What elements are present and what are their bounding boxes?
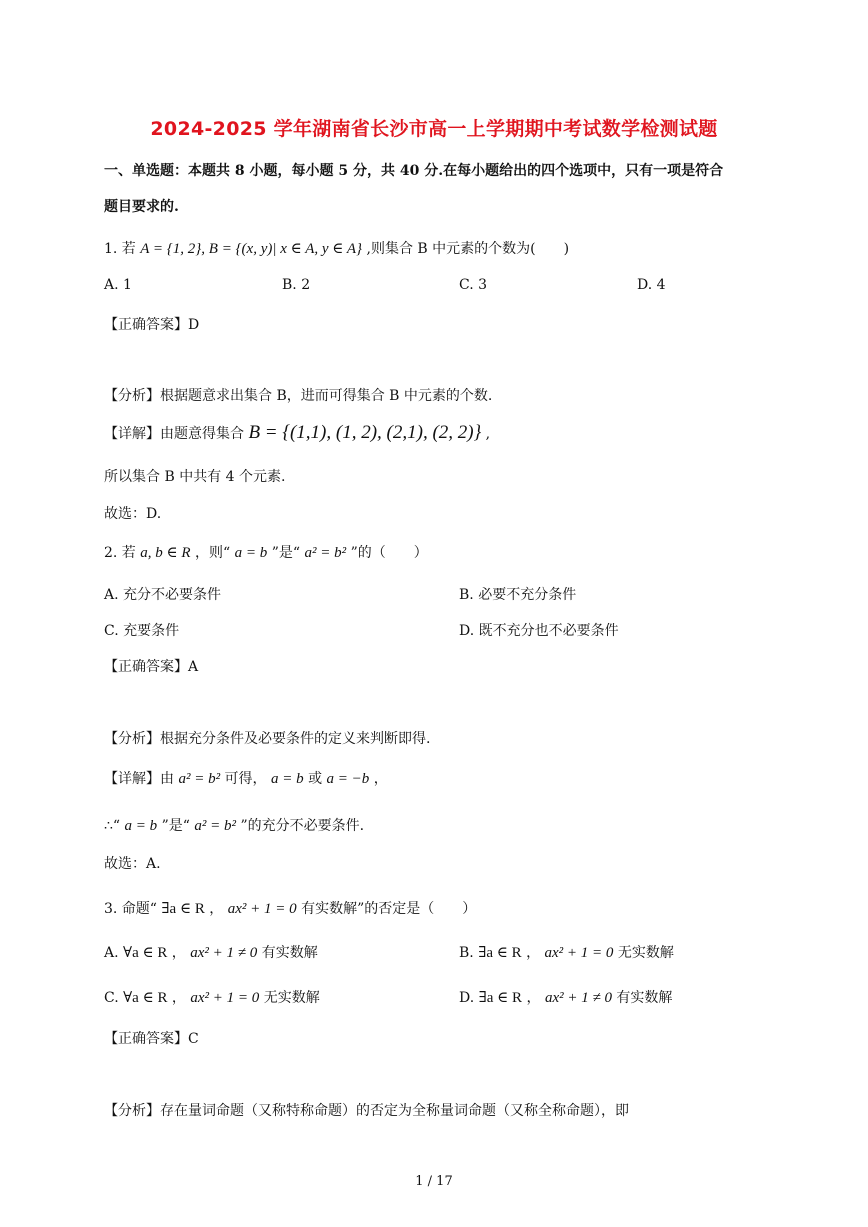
q1-option-b: B. 2 [282, 277, 311, 293]
q3-tail: 有实数解”的否定是（ ） [301, 901, 477, 917]
q3-option-a-text: 有实数解 [261, 945, 318, 961]
q3-option-d-text: 有实数解 [616, 990, 673, 1006]
q3-option-a-sep: ， [171, 945, 186, 961]
q3-math1: ∃a ∈ R [161, 901, 205, 917]
q2-therefore-lead: ∴“ [104, 818, 121, 834]
q2-option-a: A. 充分不必要条件 [104, 587, 222, 603]
q1-choose: 故选：D. [104, 506, 162, 522]
q3-option-a-math1: ∀a ∈ R [123, 945, 168, 961]
q2-detail-math1: a² = b² [178, 771, 221, 787]
q3-option-c-label: C. [104, 990, 119, 1006]
question-1-stem [104, 238, 569, 258]
q2-tail: ”的（ ） [350, 545, 428, 561]
q3-option-b-math2: ax² + 1 = 0 [544, 945, 614, 961]
q2-math2: a = b [234, 545, 268, 561]
question-3-stem [104, 898, 476, 918]
q2-math3: a² = b² [304, 545, 347, 561]
q3-option-c-math2: ax² + 1 = 0 [190, 990, 260, 1006]
q1-detail-line2: 所以集合 B 中共有 4 个元素. [104, 469, 286, 485]
q2-math1: a, b ∈ R [140, 545, 191, 561]
q3-option-c [104, 987, 320, 1007]
section-header-line2: 题目要求的. [104, 199, 179, 215]
q2-detail-math3: a = −b [326, 771, 370, 787]
q1-option-c: C. 3 [459, 277, 488, 293]
q2-detail-tail: ， [373, 771, 388, 787]
q3-option-d-math1: ∃a ∈ R [478, 990, 523, 1006]
document-title: 2024-2025 学年湖南省长沙市高一上学期期中考试数学检测试题 [150, 118, 718, 140]
q3-option-b-label: B. [459, 945, 474, 961]
q1-option-a: A. 1 [104, 277, 132, 293]
section-header-line1: 一、单选题：本题共 8 小题，每小题 5 分，共 40 分.在每小题给出的四个选项中，只有一项是符合 [104, 163, 724, 179]
q2-therefore-math2: a² = b² [194, 818, 237, 834]
q3-option-c-math1: ∀a ∈ R [123, 990, 168, 1006]
q1-detail [104, 422, 490, 444]
q3-option-d-label: D. [459, 990, 475, 1006]
q2-detail-or: 或 [308, 771, 323, 787]
q3-lead: 3. 命题“ [104, 901, 157, 917]
q2-analysis: 【分析】根据充分条件及必要条件的定义来判断即得. [104, 731, 431, 747]
q1-lead: 1. 若 [104, 241, 136, 257]
q1-answer: 【正确答案】D [104, 317, 200, 333]
q2-mid1: ，则“ [195, 545, 231, 561]
page-number: 1 / 17 [415, 1174, 453, 1189]
q2-choose: 故选：A. [104, 856, 161, 872]
q3-option-b-sep: ， [526, 945, 541, 961]
q2-answer: 【正确答案】A [104, 659, 199, 675]
q2-therefore-tail: ”的充分不必要条件. [240, 818, 365, 834]
q3-analysis: 【分析】存在量词命题（又称特称命题）的否定为全称量词命题（又称全称命题），即 [104, 1103, 629, 1119]
q3-option-a-math2: ax² + 1 ≠ 0 [190, 945, 258, 961]
question-2-stem [104, 542, 428, 562]
q1-detail-tail: , [485, 426, 491, 442]
q2-therefore [104, 815, 364, 835]
q3-option-b [459, 942, 674, 962]
q2-lead: 2. 若 [104, 545, 136, 561]
q2-option-c: C. 充要条件 [104, 623, 180, 639]
q1-tail: ,则集合 B 中元素的个数为( ) [366, 241, 570, 257]
q3-option-c-sep: ， [171, 990, 186, 1006]
q1-detail-lead: 【详解】由题意得集合 [104, 426, 244, 442]
q3-option-b-math1: ∃a ∈ R [478, 945, 522, 961]
q3-option-d-sep: ， [526, 990, 541, 1006]
q3-option-d [459, 987, 672, 1007]
q3-option-b-text: 无实数解 [617, 945, 674, 961]
q2-detail-mid: 可得， [224, 771, 267, 787]
q3-option-a-label: A. [104, 945, 119, 961]
q2-therefore-mid: ”是“ [161, 818, 190, 834]
q2-detail-math2: a = b [270, 771, 304, 787]
q1-analysis: 【分析】根据题意求出集合 B，进而可得集合 B 中元素的个数. [104, 388, 493, 404]
q3-math2: ax² + 1 = 0 [227, 901, 297, 917]
q3-answer: 【正确答案】C [104, 1031, 199, 1047]
q1-detail-math: B = {(1,1), (1, 2), (2,1), (2, 2)} [248, 422, 482, 443]
q2-option-b: B. 必要不充分条件 [459, 587, 577, 603]
q2-detail [104, 768, 388, 788]
q2-mid2: ”是“ [271, 545, 301, 561]
q2-option-d: D. 既不充分也不必要条件 [459, 623, 619, 639]
q2-therefore-math1: a = b [124, 818, 158, 834]
q1-option-d: D. 4 [637, 277, 666, 293]
q3-option-c-text: 无实数解 [263, 990, 320, 1006]
q1-math: A = {1, 2}, B = {(x, y)| x ∈ A, y ∈ A} [140, 241, 363, 257]
q3-option-d-math2: ax² + 1 ≠ 0 [544, 990, 612, 1006]
q3-option-a [104, 942, 318, 962]
q3-mid1: ， [209, 901, 224, 917]
q2-detail-lead: 【详解】由 [104, 771, 174, 787]
